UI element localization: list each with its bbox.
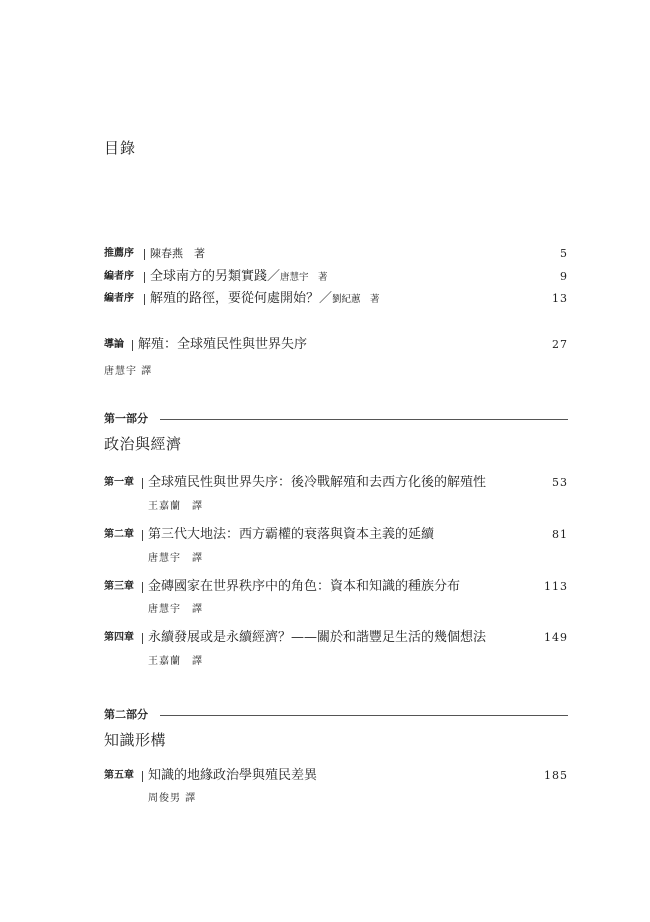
entry-title: 全球殖民性與世界失序：後冷戰解殖和去西方化後的解殖性	[148, 475, 487, 490]
page-number: 149	[544, 631, 568, 644]
toc-entry-foreword[interactable]	[104, 246, 568, 266]
page-number: 53	[552, 476, 568, 489]
toc-entry-chapter-3[interactable]	[104, 579, 568, 599]
entry-label: 第三章	[104, 581, 134, 592]
entry-translator: 王嘉蘭 譯	[148, 656, 203, 667]
toc-entry-chapter-4[interactable]	[104, 630, 568, 650]
page-number: 13	[552, 292, 568, 305]
separator-bar	[142, 633, 143, 644]
entry-label: 編者序	[104, 293, 134, 304]
separator-bar	[132, 340, 133, 351]
separator-bar	[144, 294, 145, 305]
page-title: 目錄	[104, 139, 137, 157]
separator-bar	[144, 249, 145, 260]
entry-label: 第二章	[104, 529, 134, 540]
page-number: 113	[544, 580, 568, 593]
entry-translator: 王嘉蘭 譯	[148, 501, 203, 512]
entry-title	[150, 291, 380, 308]
entry-title: 第三代大地法：西方霸權的衰落與資本主義的延續	[148, 527, 435, 542]
entry-title: 金磚國家在世界秩序中的角色：資本和知識的種族分布	[148, 579, 461, 594]
entry-translator: 周俊男 譯	[148, 793, 197, 804]
entry-title	[150, 269, 328, 286]
entry-title-text: 解殖的路徑，要從何處開始？／	[150, 291, 333, 306]
part-label: 第二部分	[104, 708, 148, 721]
entry-author: 唐慧宇 著	[280, 272, 328, 283]
part-title: 政治與經濟	[104, 435, 182, 453]
page-number: 27	[552, 338, 568, 351]
page-number: 5	[560, 247, 568, 260]
toc-entry-editor-preface-1[interactable]	[104, 269, 568, 289]
toc-entry-chapter-5[interactable]	[104, 768, 568, 788]
entry-label: 第一章	[104, 477, 134, 488]
part-header-1	[104, 411, 568, 427]
entry-label: 導論	[104, 339, 124, 350]
entry-translator: 唐慧宇 譯	[104, 366, 153, 377]
entry-label: 推薦序	[104, 248, 134, 259]
part-header-2	[104, 707, 568, 723]
separator-bar	[142, 771, 143, 782]
separator-bar	[142, 582, 143, 593]
entry-label: 第五章	[104, 770, 134, 781]
entry-author: 劉紀蕙 著	[332, 294, 380, 305]
separator-bar	[142, 530, 143, 541]
separator-bar	[142, 478, 143, 489]
entry-title: 解殖：全球殖民性與世界失序	[138, 337, 308, 352]
entry-title: 永續發展或是永續經濟？——關於和諧豐足生活的幾個想法	[148, 630, 487, 645]
entry-label: 第四章	[104, 632, 134, 643]
page-number: 9	[560, 270, 568, 283]
page-number: 81	[552, 528, 568, 541]
toc-entry-introduction[interactable]	[104, 337, 568, 357]
entry-title: 陳春燕 著	[150, 247, 205, 260]
part-label: 第一部分	[104, 412, 148, 425]
entry-translator: 唐慧宇 譯	[148, 604, 203, 615]
toc-entry-chapter-2[interactable]	[104, 527, 568, 547]
page-number: 185	[544, 769, 568, 782]
part-title: 知識形構	[104, 731, 167, 749]
part-divider-line	[160, 419, 568, 420]
entry-title: 知識的地緣政治學與殖民差異	[148, 768, 318, 783]
separator-bar	[144, 272, 145, 283]
part-divider-line	[160, 715, 568, 716]
toc-entry-editor-preface-2[interactable]	[104, 291, 568, 311]
entry-label: 編者序	[104, 271, 134, 282]
toc-entry-chapter-1[interactable]	[104, 475, 568, 495]
entry-title-text: 全球南方的另類實踐／	[150, 269, 281, 284]
entry-translator: 唐慧宇 譯	[148, 553, 203, 564]
